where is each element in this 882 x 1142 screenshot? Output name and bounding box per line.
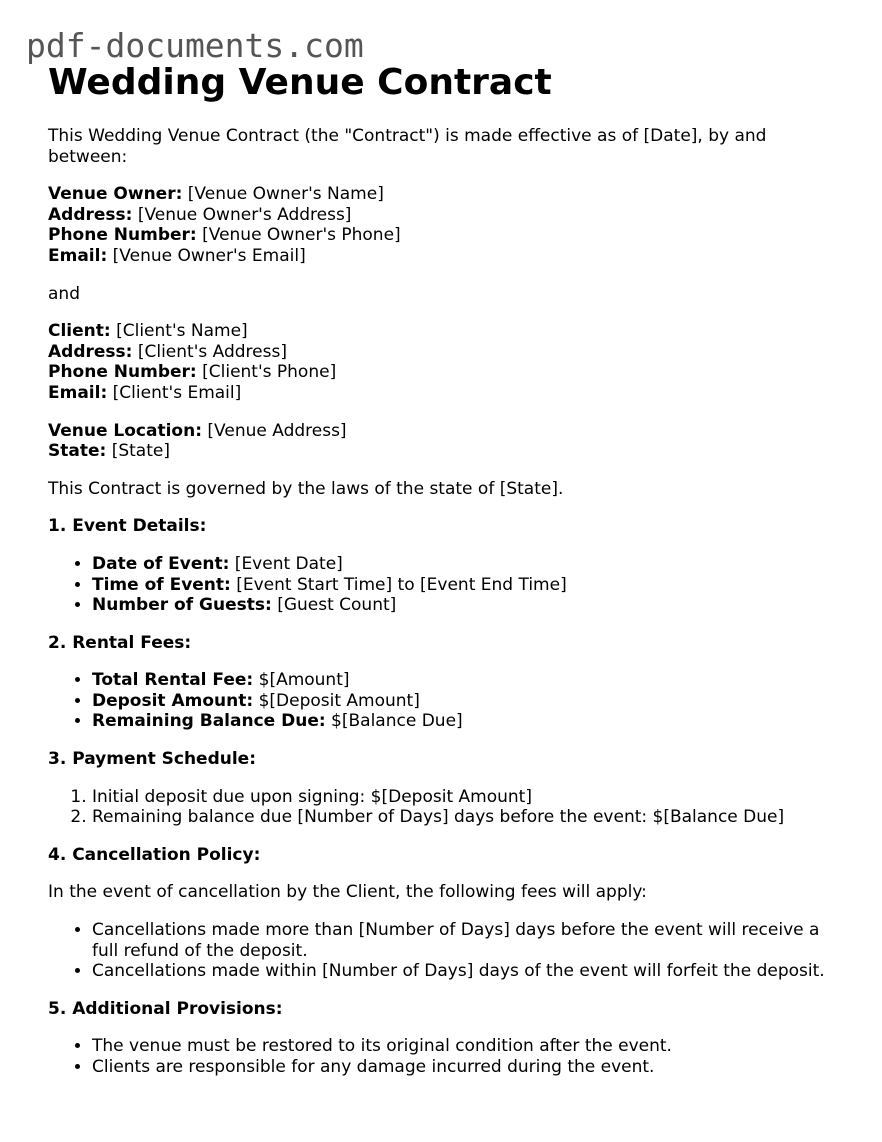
owner-email-value: [Venue Owner's Email] <box>107 245 306 266</box>
section-5-heading: 5. Additional Provisions: <box>48 998 283 1019</box>
owner-address-value: [Venue Owner's Address] <box>132 204 352 225</box>
item-value: [Event Start Time] to [Event End Time] <box>230 574 567 595</box>
owner-name-label: Venue Owner: <box>48 184 183 205</box>
section-1-heading: 1. Event Details: <box>48 516 207 537</box>
item-label: Number of Guests: <box>92 595 272 616</box>
list-item: • The venue must be restored to its original condition after the event. <box>92 1036 848 1057</box>
list-item: • Clients are responsible for any damage incurred during the event. <box>92 1057 848 1078</box>
venue-state-line <box>48 441 848 462</box>
additional-provisions-list <box>48 1036 848 1077</box>
section-3-heading: 3. Payment Schedule: <box>48 749 257 770</box>
list-item <box>92 670 848 691</box>
list-item: • Cancellations made more than [Number of Days] days before the event will receive a full refund of the deposit. <box>92 920 848 961</box>
client-email-line <box>48 383 848 404</box>
client-phone-value: [Client's Phone] <box>196 362 337 383</box>
client-name-line <box>48 321 848 342</box>
venue-owner-block <box>48 184 848 266</box>
list-item: 2. Remaining balance due [Number of Days] days before the event: $[Balance Due] <box>92 807 848 828</box>
owner-name-value: [Venue Owner's Name] <box>182 184 384 205</box>
item-label: Remaining Balance Due: <box>92 711 326 732</box>
venue-location-label: Venue Location: <box>48 420 203 441</box>
item-label: Deposit Amount: <box>92 690 254 711</box>
venue-location-value: [Venue Address] <box>202 420 347 441</box>
owner-phone-line <box>48 225 848 246</box>
event-details-list <box>48 554 848 616</box>
venue-state-value: [State] <box>106 441 170 462</box>
client-block <box>48 321 848 403</box>
owner-phone-value: [Venue Owner's Phone] <box>196 225 401 246</box>
governing-law-text: This Contract is governed by the laws of the state of [State]. <box>48 478 564 499</box>
item-label: Date of Event: <box>92 553 230 574</box>
list-item <box>92 575 848 596</box>
document-page <box>48 60 848 1078</box>
rental-fees-list <box>48 670 848 732</box>
payment-schedule-list <box>48 787 848 828</box>
client-address-value: [Client's Address] <box>132 341 287 362</box>
list-item <box>92 554 848 575</box>
item-label: Time of Event: <box>92 574 231 595</box>
client-email-label: Email: <box>48 382 108 403</box>
item-value: [Guest Count] <box>271 595 397 616</box>
intro-paragraph: This Wedding Venue Contract (the "Contract") is made effective as of [Date], by and between: <box>48 126 767 167</box>
list-item <box>92 595 848 616</box>
item-value: $[Amount] <box>253 670 350 691</box>
client-address-label: Address: <box>48 341 133 362</box>
venue-block <box>48 421 848 462</box>
section-4-heading: 4. Cancellation Policy: <box>48 844 261 865</box>
and-text: and <box>48 283 80 304</box>
client-name-label: Client: <box>48 321 111 342</box>
item-value: $[Deposit Amount] <box>253 690 420 711</box>
item-value: [Event Date] <box>229 553 343 574</box>
owner-email-label: Email: <box>48 245 108 266</box>
client-address-line <box>48 342 848 363</box>
list-item: 1. Initial deposit due upon signing: $[Deposit Amount] <box>92 787 848 808</box>
document-title: Wedding Venue Contract <box>48 62 552 103</box>
client-phone-line <box>48 362 848 383</box>
list-item: • Cancellations made within [Number of Days] days of the event will forfeit the deposit. <box>92 961 848 982</box>
cancellation-list <box>48 920 848 982</box>
client-email-value: [Client's Email] <box>107 382 242 403</box>
item-value: $[Balance Due] <box>325 711 463 732</box>
list-item <box>92 691 848 712</box>
owner-address-label: Address: <box>48 204 133 225</box>
owner-phone-label: Phone Number: <box>48 225 197 246</box>
section-2-heading: 2. Rental Fees: <box>48 632 192 653</box>
cancellation-intro: In the event of cancellation by the Client, the following fees will apply: <box>48 882 647 903</box>
venue-location-line <box>48 421 848 442</box>
venue-state-label: State: <box>48 441 107 462</box>
list-item <box>92 711 848 732</box>
watermark: pdf-documents.com <box>26 26 364 65</box>
item-label: Total Rental Fee: <box>92 670 254 691</box>
owner-name-line <box>48 184 848 205</box>
owner-address-line <box>48 205 848 226</box>
client-phone-label: Phone Number: <box>48 362 197 383</box>
client-name-value: [Client's Name] <box>110 321 248 342</box>
owner-email-line <box>48 246 848 267</box>
